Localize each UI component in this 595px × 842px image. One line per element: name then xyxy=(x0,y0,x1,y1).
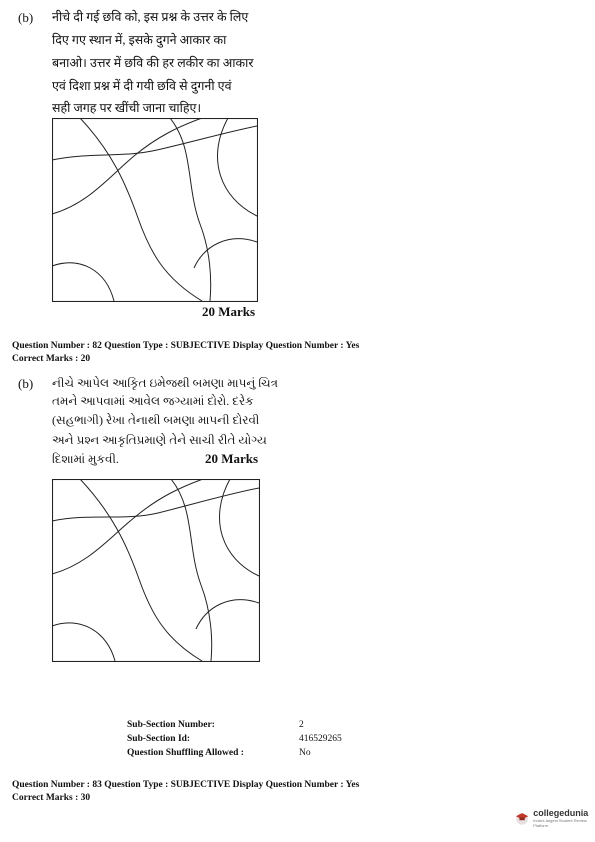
sub-section-id-value: 416529265 xyxy=(299,734,342,744)
logo-tagline: India's largest Student Review Platform xyxy=(533,818,587,828)
hindi-line-4: एवं दिशा प्रश्न में दी गयी छवि से दुगनी एवं xyxy=(52,79,232,93)
curve-figure-gujarati xyxy=(52,479,260,662)
hindi-line-5: सही जगह पर खींची जाना चाहिए। xyxy=(52,101,202,115)
gujarati-line-1: નીચે આપેલ આકૃિત ઇમેજથી બમણા માપનું ચિત્ર xyxy=(52,376,279,390)
question-shuffling-label: Question Shuffling Allowed : xyxy=(127,748,244,758)
hindi-line-2: दिए गए स्थान में, इसके दुगने आकार का xyxy=(52,33,227,47)
marks-hindi: 20 Marks xyxy=(202,304,256,319)
collegedunia-logo xyxy=(515,808,595,828)
sub-section-number-value: 2 xyxy=(299,720,304,730)
sub-section-number-label: Sub-Section Number: xyxy=(127,720,215,730)
gujarati-line-2: તમને આપવામાં આવેલ જગ્યામાં દોરો. દરેક xyxy=(52,394,254,408)
gujarati-line-3: (સહભાગી) રેખા તેનાથી બમણા માપની દોરવી xyxy=(52,413,260,427)
question-82-correct-marks: Correct Marks : 20 xyxy=(12,354,91,364)
part-label-gujarati: (b) xyxy=(18,376,34,391)
question-83-meta: Question Number : 83 Question Type : SUBJECTIVE Display Question Number : Yes xyxy=(12,780,360,790)
part-label-hindi: (b) xyxy=(18,10,34,25)
sub-section-id-label: Sub-Section Id: xyxy=(127,734,191,744)
curve-figure-hindi xyxy=(52,118,258,302)
hindi-line-3: बनाओ। उत्तर में छवि की हर लकीर का आकार xyxy=(52,56,254,70)
gujarati-line-4: અને પ્રશ્ન આકૃતિપ્રમાણે તેને સાચી રીતે યોગ્ય xyxy=(52,433,267,447)
marks-gujarati: 20 Marks xyxy=(205,451,259,466)
graduation-cap-icon xyxy=(515,810,529,826)
hindi-line-1: नीचे दी गई छवि को, इस प्रश्न के उत्तर के लिए xyxy=(52,10,249,24)
question-shuffling-value: No xyxy=(299,748,311,758)
question-82-meta: Question Number : 82 Question Type : SUBJECTIVE Display Question Number : Yes xyxy=(12,341,360,351)
logo-name: collegedunia xyxy=(533,808,589,818)
gujarati-line-5: દિશામાં મુકવી. xyxy=(52,452,119,466)
question-83-correct-marks: Correct Marks : 30 xyxy=(12,793,91,803)
